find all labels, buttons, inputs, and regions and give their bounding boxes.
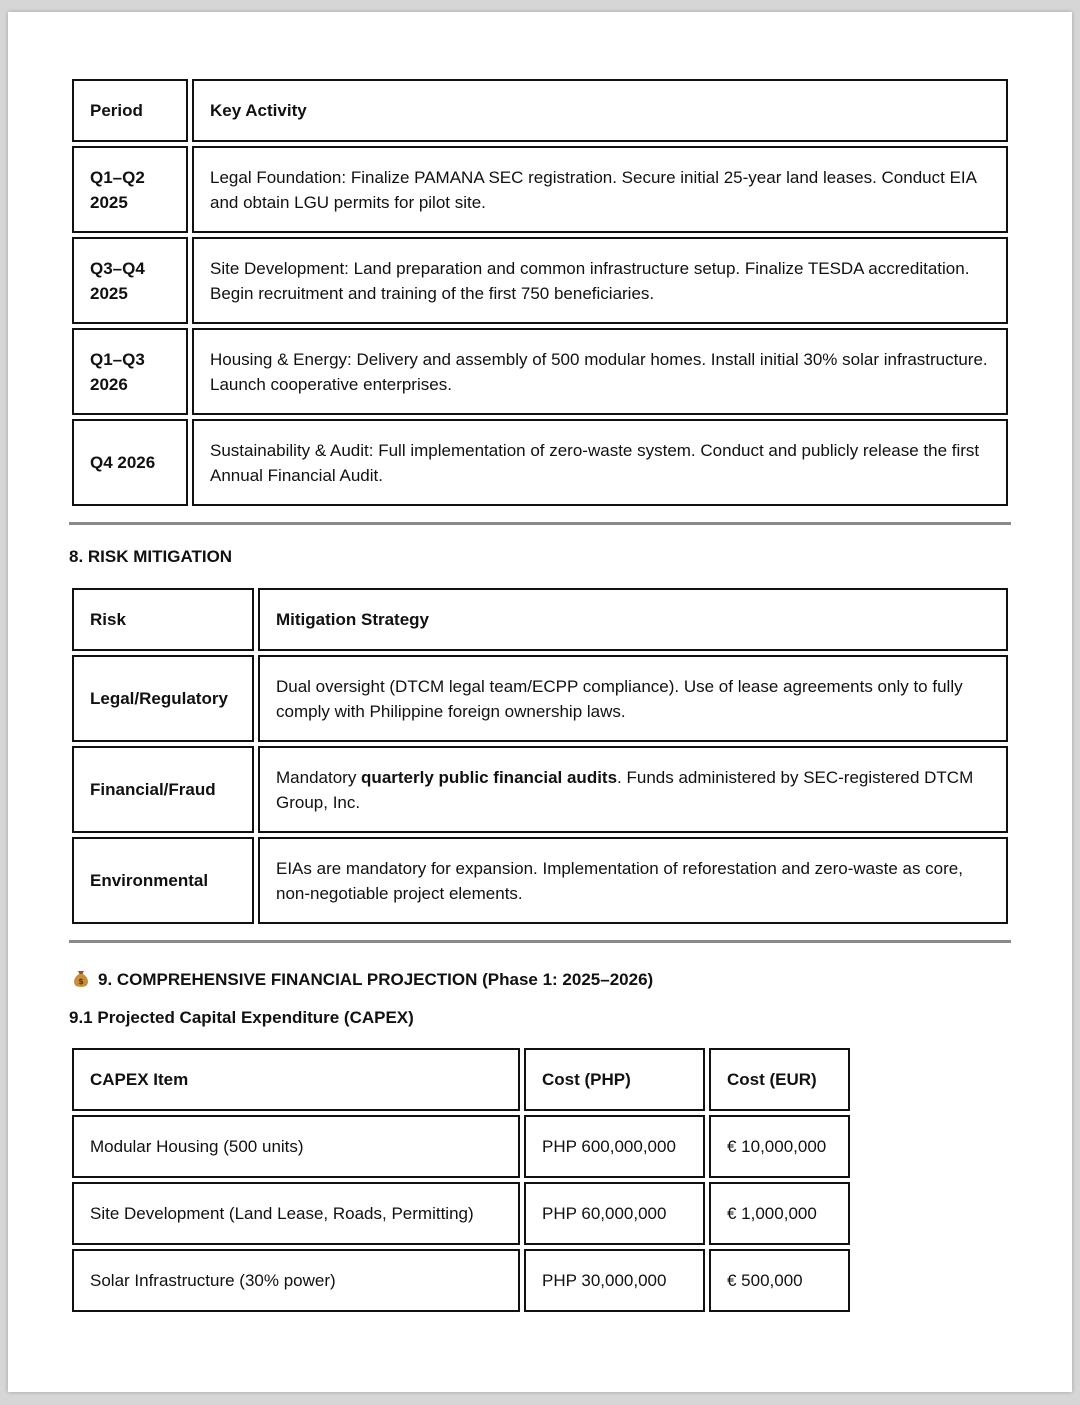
risk-section-heading: 8. RISK MITIGATION xyxy=(69,547,233,566)
cost-php-cell: PHP 60,000,000 xyxy=(524,1182,705,1245)
financial-heading-text: 9. COMPREHENSIVE FINANCIAL PROJECTION (Phase 1: 2025–2026) xyxy=(98,970,654,989)
period-cell: Q1–Q2 2025 xyxy=(72,146,188,233)
activity-cell: Housing & Energy: Delivery and assembly of 500 modular homes. Install initial 30% solar infrastructure. Launch cooperative enterprises. xyxy=(192,328,1008,415)
cost-php-cell: PHP 30,000,000 xyxy=(524,1249,705,1312)
risk-cell: Legal/Regulatory xyxy=(72,655,254,742)
strategy-text: Mandatory xyxy=(276,767,362,787)
table-row xyxy=(72,146,1008,233)
capex-subheading: 9.1 Projected Capital Expenditure (CAPEX) xyxy=(69,1008,414,1027)
header-mitigation-strategy: Mitigation Strategy xyxy=(258,588,1008,651)
table-row xyxy=(72,1115,850,1178)
table-header-row xyxy=(72,1048,850,1111)
svg-text:$: $ xyxy=(78,977,84,986)
risk-cell: Environmental xyxy=(72,837,254,924)
risk-table xyxy=(68,584,1012,928)
header-cost-php: Cost (PHP) xyxy=(524,1048,705,1111)
section-divider xyxy=(69,522,1011,525)
activity-cell: Sustainability & Audit: Full implementation of zero-waste system. Conduct and publicly release the first Annual Financial Audit. xyxy=(192,419,1008,506)
section-divider xyxy=(69,940,1011,943)
table-row xyxy=(72,237,1008,324)
table-header-row xyxy=(72,588,1008,651)
table-row xyxy=(72,1249,850,1312)
period-cell: Q3–Q4 2025 xyxy=(72,237,188,324)
header-risk: Risk xyxy=(72,588,254,651)
cost-eur-cell: € 1,000,000 xyxy=(709,1182,850,1245)
table-row xyxy=(72,419,1008,506)
table-row xyxy=(72,1182,850,1245)
activity-cell: Site Development: Land preparation and common infrastructure setup. Finalize TESDA accreditation. Begin recruitment and training of the first 750 beneficiaries. xyxy=(192,237,1008,324)
header-cost-eur: Cost (EUR) xyxy=(709,1048,850,1111)
strategy-cell: EIAs are mandatory for expansion. Implementation of reforestation and zero-waste as core, non-negotiable project elements. xyxy=(258,837,1008,924)
cost-eur-cell: € 10,000,000 xyxy=(709,1115,850,1178)
period-cell: Q1–Q3 2026 xyxy=(72,328,188,415)
period-cell: Q4 2026 xyxy=(72,419,188,506)
risk-cell: Financial/Fraud xyxy=(72,746,254,833)
activity-cell: Legal Foundation: Finalize PAMANA SEC registration. Secure initial 25-year land leases. Conduct EIA and obtain LGU permits for pilot site. xyxy=(192,146,1008,233)
header-capex-item: CAPEX Item xyxy=(72,1048,520,1111)
header-period: Period xyxy=(72,79,188,142)
capex-item-cell: Modular Housing (500 units) xyxy=(72,1115,520,1178)
cost-eur-cell: € 500,000 xyxy=(709,1249,850,1312)
header-key-activity: Key Activity xyxy=(192,79,1008,142)
cost-php-cell: PHP 600,000,000 xyxy=(524,1115,705,1178)
capex-item-cell: Site Development (Land Lease, Roads, Permitting) xyxy=(72,1182,520,1245)
document-page xyxy=(8,12,1072,1392)
strategy-cell: Dual oversight (DTCM legal team/ECPP compliance). Use of lease agreements only to fully comply with Philippine foreign ownership laws. xyxy=(258,655,1008,742)
table-row xyxy=(72,328,1008,415)
strategy-emphasis: quarterly public financial audits xyxy=(361,767,618,787)
financial-section-heading xyxy=(72,968,653,990)
table-row xyxy=(72,746,1008,833)
strategy-cell xyxy=(258,746,1008,833)
capex-item-cell: Solar Infrastructure (30% power) xyxy=(72,1249,520,1312)
table-header-row xyxy=(72,79,1008,142)
strategy-text: . Funds administered by SEC-registered DTCM Group, Inc. xyxy=(276,767,974,812)
timeline-table xyxy=(68,75,1012,510)
money-bag-icon xyxy=(72,968,90,988)
table-row xyxy=(72,655,1008,742)
capex-table xyxy=(68,1044,854,1316)
table-row xyxy=(72,837,1008,924)
